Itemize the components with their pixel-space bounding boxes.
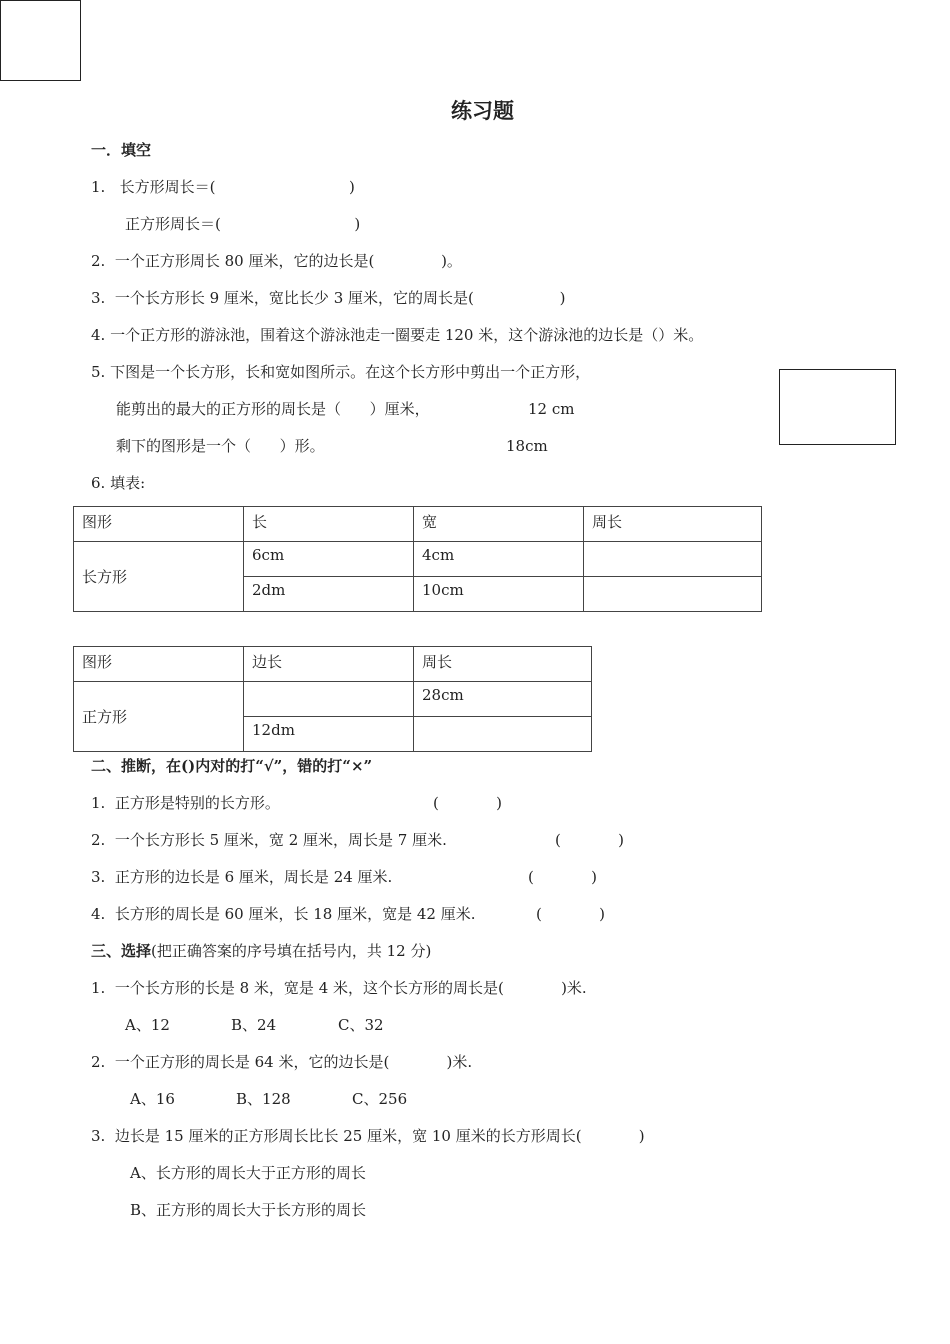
square-table (73, 646, 592, 752)
table-cell: 4cm (414, 542, 584, 577)
judge-answer-1[interactable]: ( ) (433, 794, 502, 812)
table-header-row (74, 647, 592, 682)
row-label: 正方形 (74, 682, 244, 752)
table-header: 图形 (74, 647, 244, 682)
section3-heading-bold: 三、选择 (91, 942, 152, 960)
rectangle-length-label: 12 cm (528, 400, 575, 418)
question-1a: 1. 长方形周长＝( ) (91, 178, 355, 196)
table-cell[interactable] (244, 682, 414, 717)
choice-option[interactable]: B、正方形的周长大于长方形的周长 (130, 1201, 367, 1219)
table-cell[interactable] (584, 577, 762, 612)
question-4: 4. 一个正方形的游泳池，围着这个游泳池走一圈要走 120 米，这个游泳池的边长是（）米。 (91, 326, 704, 344)
row-label: 长方形 (74, 542, 244, 612)
corner-box (0, 0, 81, 81)
section3-heading (91, 941, 431, 961)
section3-heading-rest: (把正确答案的序号填在括号内，共 12 分) (151, 942, 432, 960)
section1-heading: 一．填空 (91, 141, 152, 159)
choice-question-1: 1. 一个长方形的长是 8 米，宽是 4 米，这个长方形的周长是( )米. (91, 979, 587, 997)
judge-question-1: 1. 正方形是特别的长方形。 (91, 794, 280, 812)
judge-answer-4[interactable]: ( ) (536, 905, 605, 923)
rectangle-table (73, 506, 762, 612)
table-header: 边长 (244, 647, 414, 682)
table-cell[interactable] (414, 717, 592, 752)
table-cell[interactable] (584, 542, 762, 577)
choice-option[interactable]: B、128 (236, 1090, 291, 1108)
rectangle-width-label: 18cm (506, 437, 548, 455)
table-header: 长 (244, 507, 414, 542)
table-header: 宽 (414, 507, 584, 542)
page-title: 练习题 (451, 98, 514, 123)
judge-answer-3[interactable]: ( ) (528, 868, 597, 886)
table-header: 图形 (74, 507, 244, 542)
table-row (74, 682, 592, 717)
judge-answer-2[interactable]: ( ) (555, 831, 624, 849)
question-5a: 5. 下图是一个长方形，长和宽如图所示。在这个长方形中剪出一个正方形， (91, 363, 591, 381)
table-row (74, 542, 762, 577)
choice-option[interactable]: A、长方形的周长大于正方形的周长 (130, 1164, 366, 1182)
section2-heading: 二、推断，在()内对的打“√”，错的打“×” (91, 757, 373, 775)
table-cell: 12dm (244, 717, 414, 752)
table-cell: 28cm (414, 682, 592, 717)
table-header-row (74, 507, 762, 542)
question-6: 6. 填表: (91, 474, 146, 492)
table-cell: 6cm (244, 542, 414, 577)
question-1b: 正方形周长＝( ) (125, 215, 361, 233)
question-5b: 能剪出的最大的正方形的周长是（ ）厘米， (116, 400, 430, 418)
question-2: 2. 一个正方形周长 80 厘米，它的边长是( )。 (91, 252, 462, 270)
table-header: 周长 (414, 647, 592, 682)
rectangle-figure (779, 369, 896, 445)
judge-question-2: 2. 一个长方形长 5 厘米，宽 2 厘米，周长是 7 厘米. (91, 831, 447, 849)
table-cell: 10cm (414, 577, 584, 612)
judge-question-4: 4. 长方形的周长是 60 厘米，长 18 厘米，宽是 42 厘米. (91, 905, 476, 923)
question-3: 3. 一个长方形长 9 厘米，宽比长少 3 厘米，它的周长是( ) (91, 289, 566, 307)
question-5c: 剩下的图形是一个（ ）形。 (116, 437, 325, 455)
choice-option[interactable]: A、16 (130, 1090, 175, 1108)
table-cell: 2dm (244, 577, 414, 612)
judge-question-3: 3. 正方形的边长是 6 厘米，周长是 24 厘米. (91, 868, 393, 886)
choice-option[interactable]: C、256 (352, 1090, 408, 1108)
choice-question-3: 3. 边长是 15 厘米的正方形周长比长 25 厘米，宽 10 厘米的长方形周长( ) (91, 1127, 645, 1145)
choice-option[interactable]: B、24 (231, 1016, 277, 1034)
choice-question-2: 2. 一个正方形的周长是 64 米，它的边长是( )米. (91, 1053, 473, 1071)
table-header: 周长 (584, 507, 762, 542)
choice-option[interactable]: C、32 (338, 1016, 384, 1034)
choice-option[interactable]: A、12 (125, 1016, 170, 1034)
